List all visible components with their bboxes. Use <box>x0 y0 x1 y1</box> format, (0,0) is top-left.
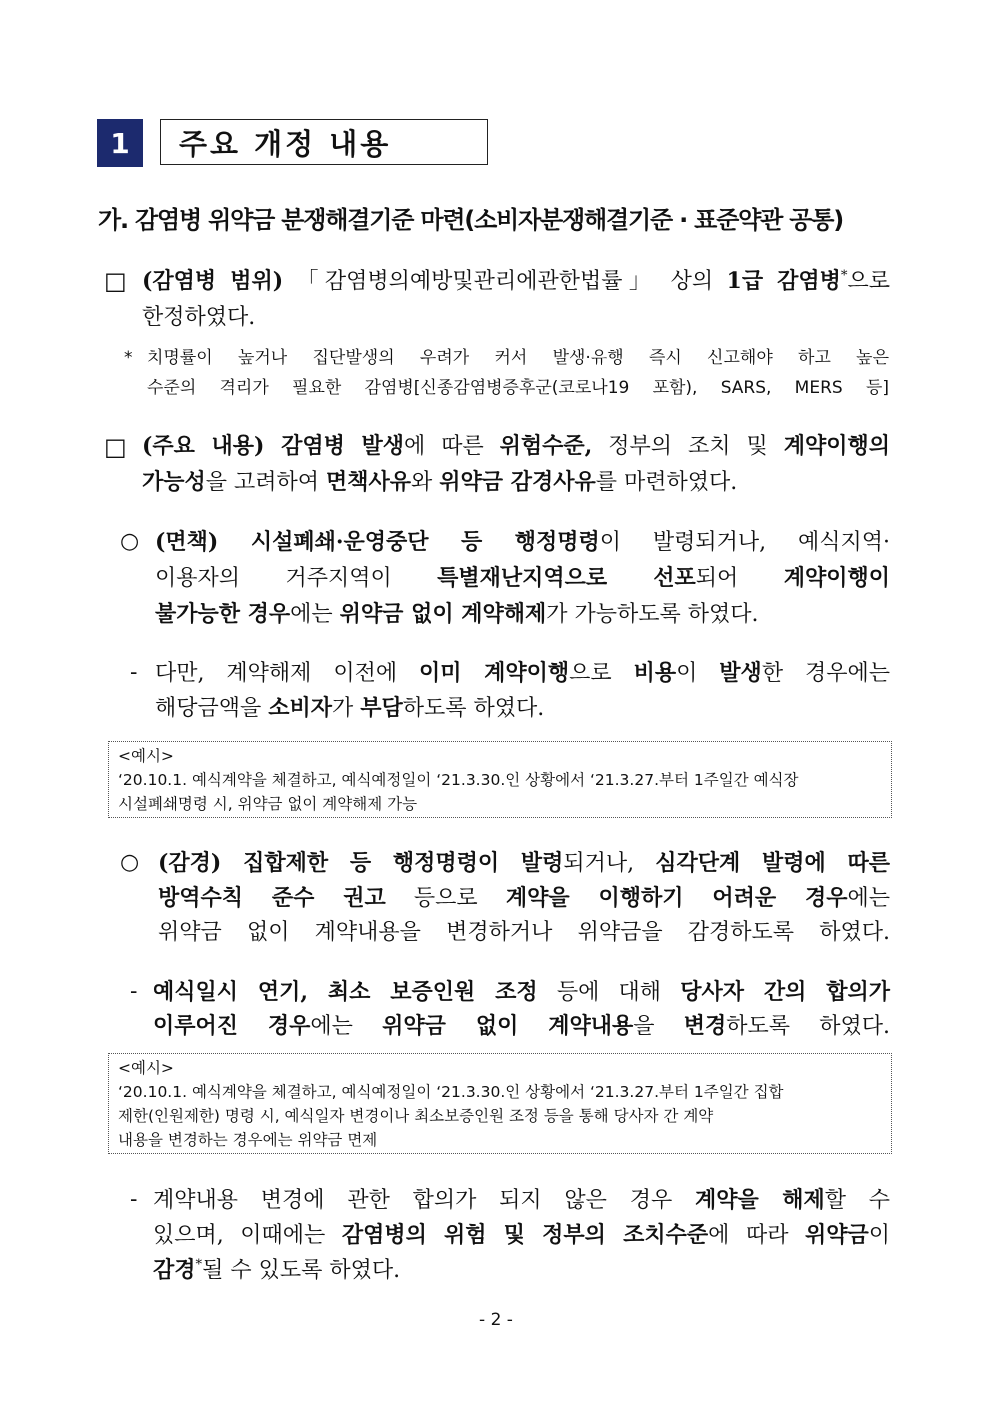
item3-line2: 이용자의 거주지역이 특별재난지역으로 선포되어 계약이행이 <box>155 565 891 591</box>
item4-line1: 다만, 계약해제 이전에 이미 계약이행으로 비용이 발생한 경우에는 <box>155 660 890 686</box>
example-box <box>108 1053 892 1154</box>
item3-line1: (면책) 시설폐쇄·운영중단 등 행정명령이 발령되거나, 예식지역· <box>155 529 890 555</box>
circle-mark: ○ <box>120 850 140 875</box>
example-line: 제한(인원제한) 명령 시, 예식일자 변경이나 최소보증인원 조정 등을 통해 당사자 간 계약 <box>118 1107 714 1125</box>
checkbox-mark: □ <box>104 433 127 461</box>
example-box <box>108 741 892 818</box>
item1-line2: 한정하였다. <box>142 305 256 330</box>
item3-line3: 불가능한 경우에는 위약금 없이 계약해제가 가능하도록 하였다. <box>155 601 759 627</box>
item7-line2: 있으며, 이때에는 감염병의 위험 및 정부의 조치수준에 따라 위약금이 <box>153 1222 891 1248</box>
item1-line1: (감염병 범위) 「감염병의예방및관리에관한법률」 상의 1급 감염병*으로 <box>142 268 890 294</box>
item7-line1: 계약내용 변경에 관한 합의가 되지 않은 경우 계약을 해제할 수 <box>153 1187 891 1213</box>
dash-mark: - <box>130 660 138 685</box>
note1-line1: 치명률이 높거나 집단발생의 우려가 커서 발생·유행 즉시 신고해야 하고 높은 <box>147 348 889 368</box>
item2-line1: (주요 내용) 감염병 발생에 따른 위험수준, 정부의 조치 및 계약이행의 <box>142 433 890 459</box>
subsection-heading: 가. 감염병 위약금 분쟁해결기준 마련(소비자분쟁해결기준 · 표준약관 공통) <box>98 206 843 234</box>
dash-mark: - <box>130 1187 138 1212</box>
example-line: 시설폐쇄명령 시, 위약금 없이 계약해제 가능 <box>118 795 418 813</box>
example-line: ‘20.10.1. 예식계약을 체결하고, 예식예정일이 ‘21.3.30.인 상황에서 ‘21.3.27.부터 1주일간 예식장 <box>118 771 799 789</box>
section-number: 1 <box>97 119 143 167</box>
item2-line2: 가능성을 고려하여 면책사유와 위약금 감경사유를 마련하였다. <box>142 469 738 495</box>
circle-mark: ○ <box>120 529 140 554</box>
note-star: * <box>124 348 133 368</box>
item5-line3: 위약금 없이 계약내용을 변경하거나 위약금을 감경하도록 하였다. <box>158 920 890 945</box>
example-line: 내용을 변경하는 경우에는 위약금 면제 <box>118 1131 378 1149</box>
note1-line2: 수준의 격리가 필요한 감염병[신종감염병증후군(코로나19 포함), SARS, MERS 등] <box>147 378 889 398</box>
example-label: <예시> <box>118 747 174 765</box>
example-label: <예시> <box>118 1059 174 1077</box>
item4-line2: 해당금액을 소비자가 부담하도록 하였다. <box>155 695 545 721</box>
item5-line2: 방역수칙 준수 권고 등으로 계약을 이행하기 어려운 경우에는 <box>158 885 890 911</box>
page-number: - 2 - <box>479 1310 513 1330</box>
item6-line2: 이루어진 경우에는 위약금 없이 계약내용을 변경하도록 하였다. <box>153 1013 891 1039</box>
item7-line3: 감경*될 수 있도록 하였다. <box>153 1257 401 1283</box>
section-title: 주요 개정 내용 <box>160 119 488 165</box>
item5-line1: (감경) 집합제한 등 행정명령이 발령되거나, 심각단계 발령에 따른 <box>158 850 890 876</box>
checkbox-mark: □ <box>104 267 127 295</box>
example-line: ‘20.10.1. 예식계약을 체결하고, 예식예정일이 ‘21.3.30.인 상황에서 ‘21.3.27.부터 1주일간 집합 <box>118 1083 784 1101</box>
item6-line1: 예식일시 연기, 최소 보증인원 조정 등에 대해 당사자 간의 합의가 <box>153 979 890 1005</box>
dash-mark: - <box>130 979 138 1004</box>
